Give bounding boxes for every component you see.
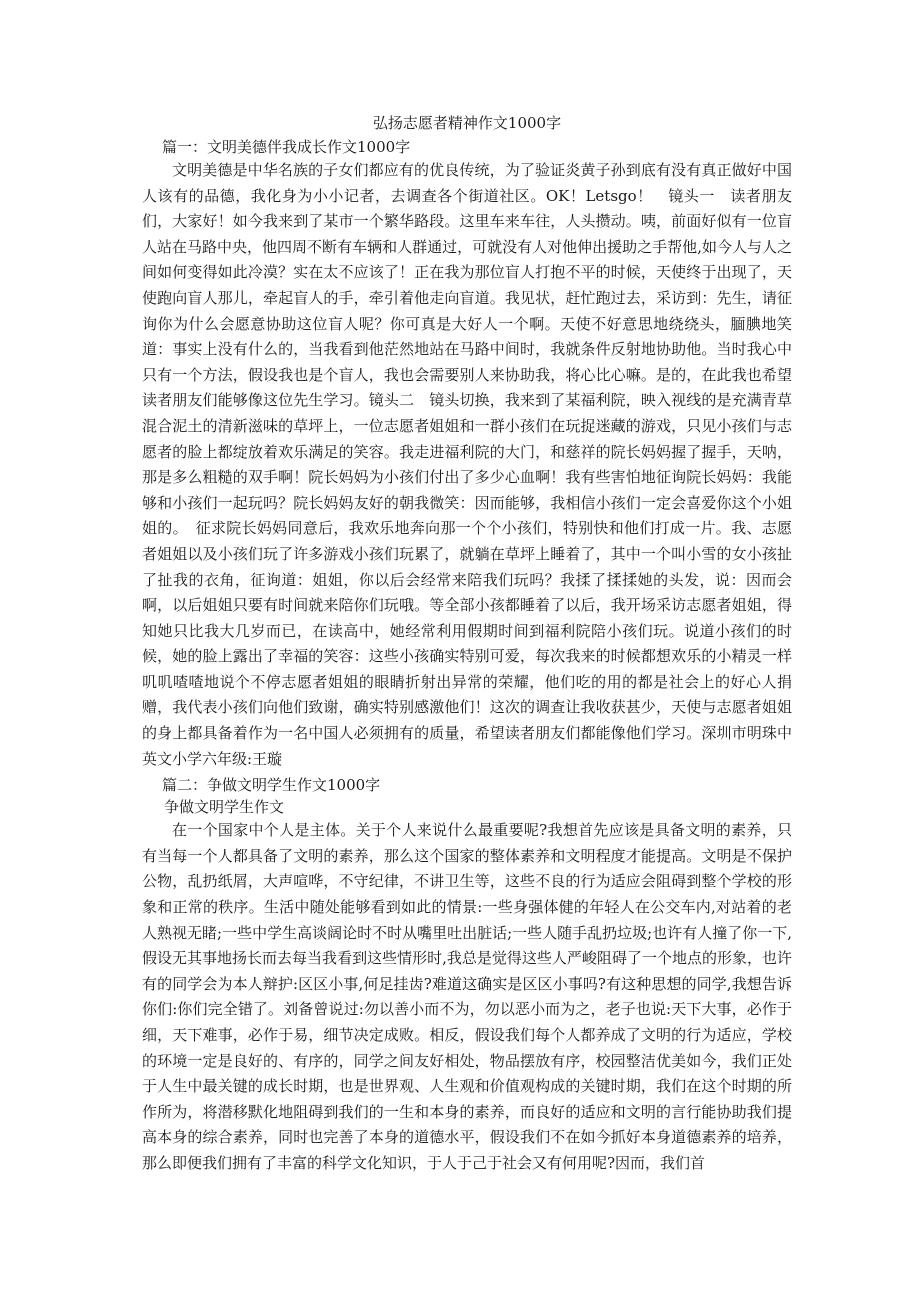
section-two bbox=[142, 774, 792, 1176]
section-paragraph: 文明美德是中华名族的子女们都应有的优良传统，为了验证炎黄子孙到底有没有真正做好中国人该有的品德，我化身为小小记者，去调查各个街道社区。OK！Letsgo！ 镜头一 读者朋友们，大家好！如今我来到了某市一个繁华路段。这里车来车往，人头攒动。咦，前面好似有一位盲人站在马路中央，他四周不断有车辆和人群通过，可就没有人对他伸出援助之手帮他,如今人与人之间如何变得如此冷漠？实在太不应该了！正在我为那位盲人打抱不平的时候，天使终于出现了，天使跑向盲人那儿，牵起盲人的手，牵引着他走向盲道。我见状，赶忙跑过去，采访到：先生，请征询你为什么会愿意协助这位盲人呢？你可真是大好人一个啊。天使不好意思地绕绕头，腼腆地笑道：事实上没有什么的，当我看到他茫然地站在马路中间时，我就条件反射地协助他。当时我心中只有一个方法，假设我也是个盲人，我也会需要别人来协助我，将心比心嘛。是的，在此我也希望读者朋友们能够像这位先生学习。镜头二 镜头切换，我来到了某福利院，映入视线的是充满青草混合泥土的清新滋味的草坪上，一位志愿者姐姐和一群小孩们在玩捉迷藏的游戏，只见小孩们与志愿者的脸上都绽放着欢乐满足的笑容。我走进福利院的大门，和慈祥的院长妈妈握了握手，天呐，那是多么粗糙的双手啊！院长妈妈为小孩们付出了多少心血啊！我有些害怕地征询院长妈妈：我能够和小孩们一起玩吗？院长妈妈友好的朝我微笑：因而能够，我相信小孩们一定会喜爱你这个小姐姐的。 征求院长妈妈同意后，我欢乐地奔向那一个个小孩们，特别快和他们打成一片。我、志愿者姐姐以及小孩们玩了许多游戏小孩们玩累了，就躺在草坪上睡着了，其中一个叫小雪的女小孩扯了扯我的衣角，征询道：姐姐，你以后会经常来陪我们玩吗？我揉了揉揉她的头发，说：因而会啊，以后姐姐只要有时间就来陪你们玩哦。等全部小孩都睡着了以后，我开场采访志愿者姐姐，得知她只比我大几岁而已，在读高中，她经常利用假期时间到福利院陪小孩们玩。说道小孩们的时候，她的脸上露出了幸福的笑容：这些小孩确实特别可爱，每次我来的时候都想欢乐的小精灵一样叽叽喳喳地说个不停志愿者姐姐的眼睛折射出异常的荣耀，他们吃的用的都是社会上的好心人捐赠，我代表小孩们向他们致谢，确实特别感激他们！这次的调查让我收获甚少，天使与志愿者姐姐的身上都具备着作为一名中国人必须拥有的质量，希望读者朋友们都能像他们学习。深圳市明珠中英文小学六年级:王璇 bbox=[142, 161, 792, 768]
document-title: 弘扬志愿者精神作文1000字 bbox=[372, 114, 562, 132]
section-heading: 篇一：文明美德伴我成长作文1000字 bbox=[162, 138, 411, 156]
section-subheading: 争做文明学生作文 bbox=[164, 798, 285, 817]
section-paragraph: 在一个国家中个人是主体。关于个人来说什么最重要呢?我想首先应该是具备文明的素养，只有当每一个人都具备了文明的素养，那么这个国家的整体素养和文明程度才能提高。文明是不保护公物，乱扔纸屑，大声喧哗，不守纪律，不讲卫生等，这些不良的行为适应会阻碍到整个学校的形象和正常的秩序。生活中随处能够看到如此的情景:一些身强体健的年轻人在公交车内,对站着的老人熟视无睹;一些中学生高谈阔论时不时从嘴里吐出脏话;一些人随手乱扔垃圾;也许有人撞了你一下,假设无其事地扬长而去每当我看到这些情形时,我总是觉得这些人严峻阻碍了一个地点的形象，也许有的同学会为本人辩护:区区小事,何足挂齿?难道这确实是区区小事吗?有这种思想的同学,我想告诉你们:你们完全错了。刘备曾说过:勿以善小而不为，勿以恶小而为之，老子也说:天下大事，必作于细，天下难事，必作于易，细节决定成败。相反，假设我们每个人都养成了文明的行为适应，学校的环境一定是良好的、有序的，同学之间友好相处，物品摆放有序，校园整洁优美如今，我们正处于人生中最关键的成长时期，也是世界观、人生观和价值观构成的关键时期，我们在这个时期的所作所为，将潜移默化地阻碍到我们的一生和本身的素养，而良好的适应和文明的言行能协助我们提高本身的综合素养，同时也完善了本身的道德水平，假设我们不在如今抓好本身道德素养的培养，那么即便我们拥有了丰富的科学文化知识，于人于己于社会又有何用呢?因而，我们首 bbox=[142, 821, 792, 1172]
section-heading: 篇二：争做文明学生作文1000字 bbox=[162, 776, 381, 795]
section-one bbox=[142, 136, 792, 772]
document-page bbox=[142, 112, 792, 1177]
